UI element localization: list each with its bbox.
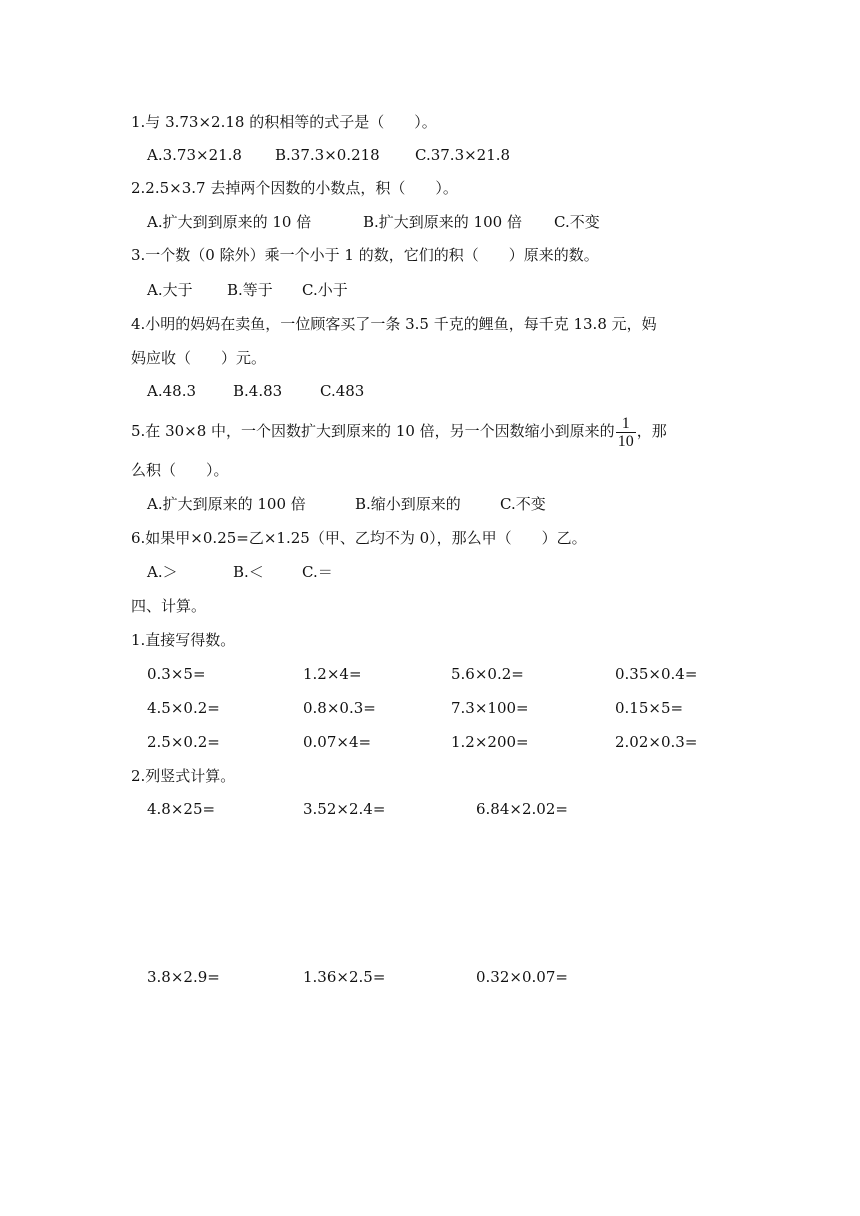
option-a: A.大于 — [147, 281, 193, 299]
problem-cell: 2.02×0.3= — [615, 733, 698, 751]
problem-cell: 0.15×5= — [615, 699, 684, 717]
option-a: A.48.3 — [147, 382, 196, 400]
problem-cell: 5.6×0.2= — [451, 665, 524, 683]
option-b: B.等于 — [227, 281, 273, 299]
question-6-stem: 6.如果甲×0.25=乙×1.25（甲、乙均不为 0），那么甲（ ）乙。 — [131, 529, 587, 547]
section-4-title: 四、计算。 — [131, 597, 207, 615]
option-b: B.37.3×0.218 — [275, 146, 380, 164]
option-b: B.＜ — [233, 563, 264, 581]
question-3-stem: 3.一个数（0 除外）乘一个小于 1 的数，它们的积（ ）原来的数。 — [131, 246, 599, 264]
fraction-denominator: 10 — [617, 432, 634, 450]
question-4-stem-line1: 4.小明的妈妈在卖鱼，一位顾客买了一条 3.5 千克的鲤鱼，每千克 13.8 元，妈 — [131, 315, 657, 333]
question-1-stem: 1.与 3.73×2.18 的积相等的式子是（ ）。 — [131, 113, 437, 131]
problem-cell: 0.8×0.3= — [303, 699, 376, 717]
option-c: C.483 — [320, 382, 365, 400]
question-5-stem-line2: 么积（ ）。 — [131, 461, 229, 479]
question-5-stem-line1 — [131, 413, 667, 450]
problem-cell: 3.52×2.4= — [303, 800, 386, 818]
option-c: C.不变 — [500, 495, 546, 513]
fraction-numerator: 1 — [616, 415, 636, 433]
fraction-one-tenth — [616, 415, 636, 450]
option-a: A.3.73×21.8 — [147, 146, 242, 164]
problem-cell: 0.32×0.07= — [476, 968, 568, 986]
question-5-stem-part2: ，那 — [636, 422, 667, 440]
option-a: A.＞ — [147, 563, 178, 581]
option-c: C.＝ — [302, 563, 333, 581]
question-4-stem-line2: 妈应收（ ）元。 — [131, 349, 267, 367]
section-4-part2-title: 2.列竖式计算。 — [131, 767, 236, 785]
problem-cell: 2.5×0.2= — [147, 733, 220, 751]
problem-cell: 3.8×2.9= — [147, 968, 220, 986]
problem-cell: 4.5×0.2= — [147, 699, 220, 717]
problem-cell: 7.3×100= — [451, 699, 529, 717]
problem-cell: 4.8×25= — [147, 800, 216, 818]
option-c: C.小于 — [302, 281, 348, 299]
problem-cell: 0.35×0.4= — [615, 665, 698, 683]
option-b: B.扩大到原来的 100 倍 — [363, 213, 522, 231]
section-4-part1-title: 1.直接写得数。 — [131, 631, 236, 649]
problem-cell: 1.2×4= — [303, 665, 362, 683]
option-a: A.扩大到原来的 100 倍 — [147, 495, 306, 513]
question-5-stem-part1: 5.在 30×8 中，一个因数扩大到原来的 10 倍，另一个因数缩小到原来的 — [131, 422, 615, 440]
problem-cell: 1.36×2.5= — [303, 968, 386, 986]
option-c: C.不变 — [554, 213, 600, 231]
problem-cell: 6.84×2.02= — [476, 800, 568, 818]
problem-cell: 1.2×200= — [451, 733, 529, 751]
option-a: A.扩大到到原来的 10 倍 — [147, 213, 312, 231]
question-2-stem: 2.2.5×3.7 去掉两个因数的小数点，积（ ）。 — [131, 179, 458, 197]
problem-cell: 0.07×4= — [303, 733, 372, 751]
option-b: B.4.83 — [233, 382, 283, 400]
option-b: B.缩小到原来的 — [355, 495, 461, 513]
problem-cell: 0.3×5= — [147, 665, 206, 683]
option-c: C.37.3×21.8 — [415, 146, 511, 164]
